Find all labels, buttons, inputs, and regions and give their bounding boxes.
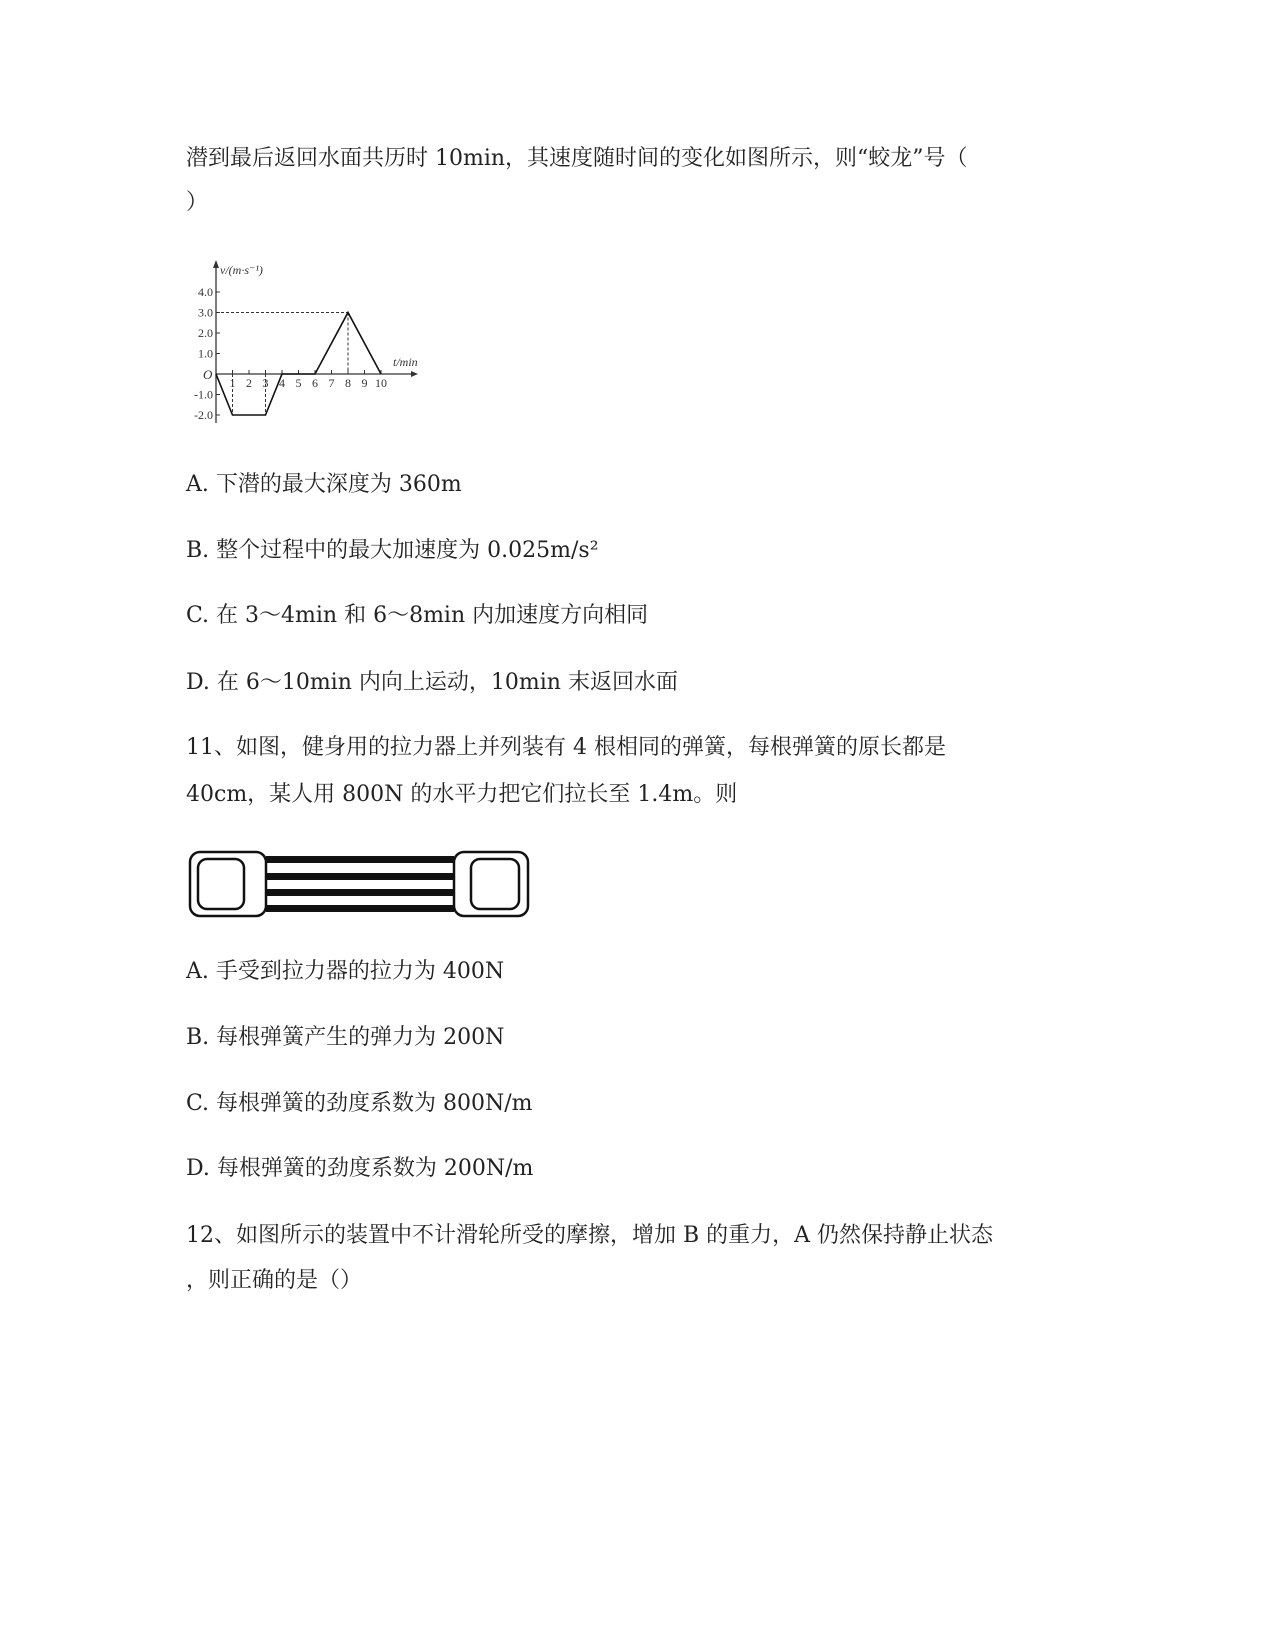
velocity-series-line [216, 313, 381, 416]
q11-option-c: C. 每根弹簧的劲度系数为 800N/m [186, 1091, 533, 1116]
x-axis-arrow [411, 371, 418, 377]
q12-stem-line1: 12、如图所示的装置中不计滑轮所受的摩擦，增加 B 的重力，A 仍然保持静止状态 [186, 1223, 994, 1248]
y-tick-label: 2.0 [198, 326, 213, 340]
velocity-time-svg [176, 256, 436, 431]
y-axis-arrow [213, 260, 219, 268]
x-tick-label: 3 [262, 376, 269, 390]
y-tick-label: 4.0 [198, 285, 213, 299]
spring-1 [266, 856, 454, 863]
right-handle-inner [471, 859, 519, 909]
q10-option-c: C. 在 3～4min 和 6～8min 内加速度方向相同 [186, 603, 649, 628]
x-tick-label: 8 [345, 376, 351, 390]
spring-4 [266, 905, 454, 912]
spring-expander-figure [188, 850, 530, 920]
q11-stem-line2: 40cm，某人用 800N 的水平力把它们拉长至 1.4m。则 [186, 782, 738, 807]
q10-option-b: B. 整个过程中的最大加速度为 0.025m/s² [186, 538, 599, 563]
velocity-time-graph [176, 256, 436, 431]
origin-label: O [203, 367, 213, 382]
q12-stem-line2: ，则正确的是（） [186, 1268, 363, 1293]
x-tick-label: 6 [312, 376, 318, 390]
q11-option-d: D. 每根弹簧的劲度系数为 200N/m [186, 1156, 534, 1181]
x-tick-label: 10 [375, 376, 387, 390]
y-tick-label: 1.0 [198, 346, 213, 361]
q10-stem-line2: ） [186, 190, 209, 215]
q10-option-d: D. 在 6～10min 内向上运动，10min 末返回水面 [186, 670, 678, 695]
y-tick-label: -2.0 [194, 408, 213, 422]
q11-stem-line1: 11、如图，健身用的拉力器上并列装有 4 根相同的弹簧，每根弹簧的原长都是 [186, 735, 946, 760]
x-tick-label: 4 [279, 376, 285, 390]
x-tick-label: 7 [328, 376, 335, 390]
x-tick-label: 2 [246, 376, 252, 390]
q10-option-a: A. 下潜的最大深度为 360m [186, 472, 462, 497]
spring-3 [266, 889, 454, 896]
x-tick-label: 1 [229, 376, 236, 390]
y-tick-label: 3.0 [198, 305, 213, 320]
q11-option-a: A. 手受到拉力器的拉力为 400N [186, 959, 505, 984]
q10-stem-line1: 潜到最后返回水面共历时 10min，其速度随时间的变化如图所示，则“蛟龙”号（ [186, 146, 968, 171]
q11-option-b: B. 每根弹簧产生的弹力为 200N [186, 1025, 505, 1050]
x-axis-label: t/min [393, 355, 418, 369]
y-tick-label: -1.0 [194, 387, 213, 402]
y-axis-label: v/(m·s⁻¹) [220, 263, 263, 277]
spring-expander-svg [188, 850, 530, 920]
x-tick-label: 9 [361, 376, 368, 390]
x-tick-label: 5 [295, 376, 302, 390]
spring-2 [266, 873, 454, 880]
left-handle-inner [198, 859, 244, 909]
